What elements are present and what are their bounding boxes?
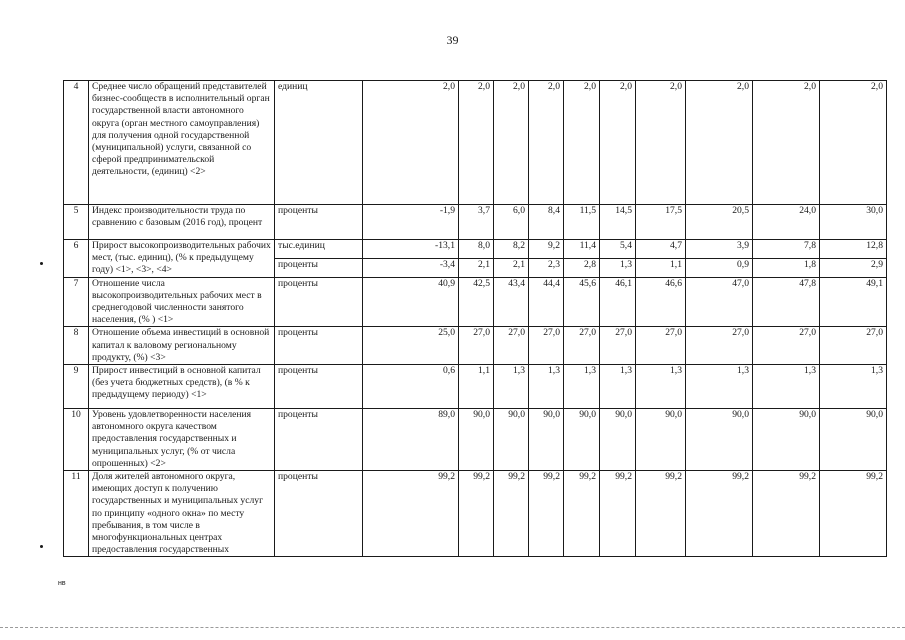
indicator-name: Доля жителей автономного округа, имеющих доступ к получению государственных и муниципальных услуг по принципу «одного окна» по месту пребывания, в том числе в многофункциональных центрах предоставления государственных <box>89 471 275 557</box>
indicator-name: Отношение объема инвестиций в основной капитал к валовому региональному продукту, (%) <3> <box>89 327 275 365</box>
value-cell: 40,9 <box>363 277 459 327</box>
indicator-name: Отношение числа высокопроизводительных рабочих мест в среднегодовой численности занятого населения, (% ) <1> <box>89 277 275 327</box>
value-cell: 8,0 <box>459 240 494 259</box>
page-number: 39 <box>446 33 459 47</box>
value-cell: 47,0 <box>686 277 753 327</box>
value-cell: 1,3 <box>529 365 564 409</box>
value-cell: 1,3 <box>686 365 753 409</box>
indicator-name: Среднее число обращений представителей бизнес-сообществ в исполнительный орган государственной власти автономного округа (орган местного самоуправления) для получения одной государственной (муниципальной) услуги, связанной со сферой предпринимательской деятельности, (единиц) <2> <box>89 81 275 205</box>
value-cell: 8,4 <box>529 205 564 240</box>
value-cell: 12,8 <box>820 240 887 259</box>
value-cell: 90,0 <box>494 409 529 471</box>
value-cell: 27,0 <box>564 327 600 365</box>
value-cell: 99,2 <box>564 471 600 557</box>
indicator-name: Прирост инвестиций в основной капитал (без учета бюджетных средств), (в % к предыдущему периоду) <1> <box>89 365 275 409</box>
value-cell: 24,0 <box>753 205 820 240</box>
value-cell: 27,0 <box>494 327 529 365</box>
value-cell: 44,4 <box>529 277 564 327</box>
table-row <box>64 409 887 471</box>
value-cell: 90,0 <box>529 409 564 471</box>
table-row <box>64 327 887 365</box>
row-number: 5 <box>64 205 89 240</box>
value-cell: 90,0 <box>636 409 686 471</box>
table-row <box>64 471 887 557</box>
value-cell: 42,5 <box>459 277 494 327</box>
value-cell: 99,2 <box>636 471 686 557</box>
value-cell: 2,1 <box>459 259 494 277</box>
value-cell: 5,4 <box>600 240 636 259</box>
value-cell: 27,0 <box>459 327 494 365</box>
margin-dot <box>40 262 43 265</box>
unit-cell: проценты <box>275 471 363 557</box>
value-cell: 99,2 <box>600 471 636 557</box>
value-cell: 14,5 <box>600 205 636 240</box>
value-cell: 1,3 <box>820 365 887 409</box>
value-cell: 46,1 <box>600 277 636 327</box>
scan-edge <box>0 627 905 629</box>
value-cell: 27,0 <box>600 327 636 365</box>
value-cell: 27,0 <box>636 327 686 365</box>
value-cell: 2,0 <box>600 81 636 205</box>
unit-cell: проценты <box>275 409 363 471</box>
value-cell: 1,1 <box>636 259 686 277</box>
row-number: 8 <box>64 327 89 365</box>
value-cell: 2,0 <box>459 81 494 205</box>
value-cell: 90,0 <box>820 409 887 471</box>
value-cell: 2,0 <box>686 81 753 205</box>
value-cell: 30,0 <box>820 205 887 240</box>
unit-cell: тыс.единиц <box>275 240 363 259</box>
value-cell: 9,2 <box>529 240 564 259</box>
value-cell: 1,3 <box>600 365 636 409</box>
value-cell: 2,0 <box>363 81 459 205</box>
value-cell: 27,0 <box>529 327 564 365</box>
unit-cell: проценты <box>275 205 363 240</box>
value-cell: 25,0 <box>363 327 459 365</box>
value-cell: 3,9 <box>686 240 753 259</box>
value-cell: 2,9 <box>820 259 887 277</box>
unit-cell: единиц <box>275 81 363 205</box>
value-cell: 0,9 <box>686 259 753 277</box>
row-number: 9 <box>64 365 89 409</box>
row-number: 10 <box>64 409 89 471</box>
value-cell: 1,3 <box>600 259 636 277</box>
table-row <box>64 81 887 205</box>
value-cell: 3,7 <box>459 205 494 240</box>
value-cell: 17,5 <box>636 205 686 240</box>
value-cell: 90,0 <box>600 409 636 471</box>
unit-cell: проценты <box>275 327 363 365</box>
table-row <box>64 240 887 259</box>
value-cell: 46,6 <box>636 277 686 327</box>
value-cell: 1,3 <box>494 365 529 409</box>
row-number: 4 <box>64 81 89 205</box>
table-row <box>64 277 887 327</box>
value-cell: -3,4 <box>363 259 459 277</box>
value-cell: 2,3 <box>529 259 564 277</box>
value-cell: 20,5 <box>686 205 753 240</box>
unit-cell: проценты <box>275 259 363 277</box>
row-number: 11 <box>64 471 89 557</box>
value-cell: 47,8 <box>753 277 820 327</box>
value-cell: 6,0 <box>494 205 529 240</box>
value-cell: 2,1 <box>494 259 529 277</box>
value-cell: 11,5 <box>564 205 600 240</box>
value-cell: 99,2 <box>686 471 753 557</box>
value-cell: 0,6 <box>363 365 459 409</box>
value-cell: 8,2 <box>494 240 529 259</box>
value-cell: 2,0 <box>636 81 686 205</box>
value-cell: 4,7 <box>636 240 686 259</box>
value-cell: 90,0 <box>753 409 820 471</box>
value-cell: -13,1 <box>363 240 459 259</box>
value-cell: 27,0 <box>686 327 753 365</box>
indicator-name: Уровень удовлетворенности населения автономного округа качеством предоставления государственных и муниципальных услуг, (% от числа опрошенных) <2> <box>89 409 275 471</box>
value-cell: 99,2 <box>753 471 820 557</box>
value-cell: 1,8 <box>753 259 820 277</box>
margin-dot <box>40 545 43 548</box>
value-cell: 99,2 <box>459 471 494 557</box>
row-number: 6 <box>64 240 89 278</box>
table-body <box>64 81 887 557</box>
value-cell: 1,1 <box>459 365 494 409</box>
value-cell: 45,6 <box>564 277 600 327</box>
value-cell: 2,0 <box>820 81 887 205</box>
value-cell: 11,4 <box>564 240 600 259</box>
value-cell: 2,8 <box>564 259 600 277</box>
indicator-name: Индекс производительности труда по сравнению с базовым (2016 год), процент <box>89 205 275 240</box>
footer-mark: нв <box>58 580 66 587</box>
value-cell: 1,3 <box>753 365 820 409</box>
unit-cell: проценты <box>275 277 363 327</box>
value-cell: 49,1 <box>820 277 887 327</box>
value-cell: 7,8 <box>753 240 820 259</box>
value-cell: 89,0 <box>363 409 459 471</box>
value-cell: 99,2 <box>494 471 529 557</box>
value-cell: 1,3 <box>636 365 686 409</box>
value-cell: 2,0 <box>494 81 529 205</box>
table-row <box>64 205 887 240</box>
value-cell: 90,0 <box>686 409 753 471</box>
value-cell: 99,2 <box>363 471 459 557</box>
value-cell: 2,0 <box>753 81 820 205</box>
row-number: 7 <box>64 277 89 327</box>
value-cell: 99,2 <box>529 471 564 557</box>
value-cell: 90,0 <box>459 409 494 471</box>
indicator-name: Прирост высокопроизводительных рабочих мест, (тыс. единиц), (% к предыдущему году) <1>, <3>, <4> <box>89 240 275 278</box>
value-cell: 27,0 <box>820 327 887 365</box>
value-cell: 90,0 <box>564 409 600 471</box>
value-cell: 43,4 <box>494 277 529 327</box>
indicators-table <box>63 80 887 557</box>
unit-cell: проценты <box>275 365 363 409</box>
value-cell: 2,0 <box>564 81 600 205</box>
value-cell: -1,9 <box>363 205 459 240</box>
value-cell: 2,0 <box>529 81 564 205</box>
value-cell: 27,0 <box>753 327 820 365</box>
value-cell: 1,3 <box>564 365 600 409</box>
value-cell: 99,2 <box>820 471 887 557</box>
table-row <box>64 365 887 409</box>
